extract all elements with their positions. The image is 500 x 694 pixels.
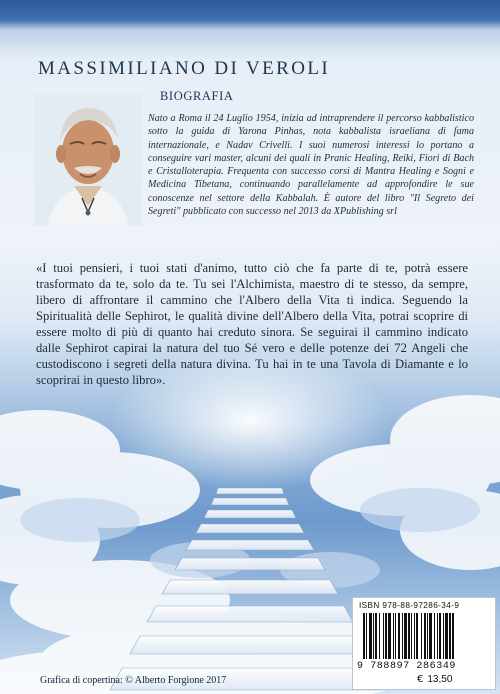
biography-heading: BIOGRAFIA (160, 89, 234, 103)
barcode-digits: 9 788897 286349 (357, 661, 457, 672)
isbn-number: ISBN 978-88-97286-34-9 (359, 601, 460, 610)
author-portrait (34, 94, 142, 226)
cover-design-credit: Grafica di copertina: © Alberto Forgione 2017 (40, 675, 227, 686)
price-value: 13,50 (427, 674, 453, 685)
price (417, 674, 452, 685)
barcode-icon (361, 613, 487, 659)
author-name: MASSIMILIANO DI VEROLI (38, 58, 331, 79)
author-biography: Nato a Roma il 24 Luglio 1954, inizia ad intraprendere il percorso kabbalistico sotto la guida di Yarona Pinhas, nota kabbalista israeliana di fama internazionale, e Nadav Crivelli. I suoi numerosi interessi lo portano a conseguire vari master, alcuni dei quali in Pranic Healing, Reiki, Fiori di Bach e Cristalloterapia. Frequenta con successo corsi di Mantra Healing e Sogni e Medicina Tibetana, continuando parallelamente ad approfondire le sue conoscenze nel settore della Kabbalah. È autore del libro "Il Segreto dei Segreti" pubblicato con successo nel 2013 da XPublishing srl (148, 113, 474, 218)
isbn-barcode-label (352, 597, 496, 690)
euro-icon: € (417, 674, 424, 685)
book-blurb: «I tuoi pensieri, i tuoi stati d'animo, tutto ciò che fa parte di te, potrà essere trasformato da te, solo da te. Tu sei l'Alchimista, maestro di te stesso, da sempre, libero di affrontare il cammino che l'Albero della Vita ti indica. Seguendo la Spiritualità delle Sephirot, le qualità divine dell'Albero della Vita, potrai scoprire di essere molto di più di quanto hai creduto sinora. Se seguirai il cammino indicato dalle Sephirot capirai la natura del tuo Sé vero e delle potenze dei 72 Angeli che custodiscono i segreti della natura divina. Tu hai in te una Tavola di Diamante e lo scoprirai in questo libro». (36, 261, 468, 387)
